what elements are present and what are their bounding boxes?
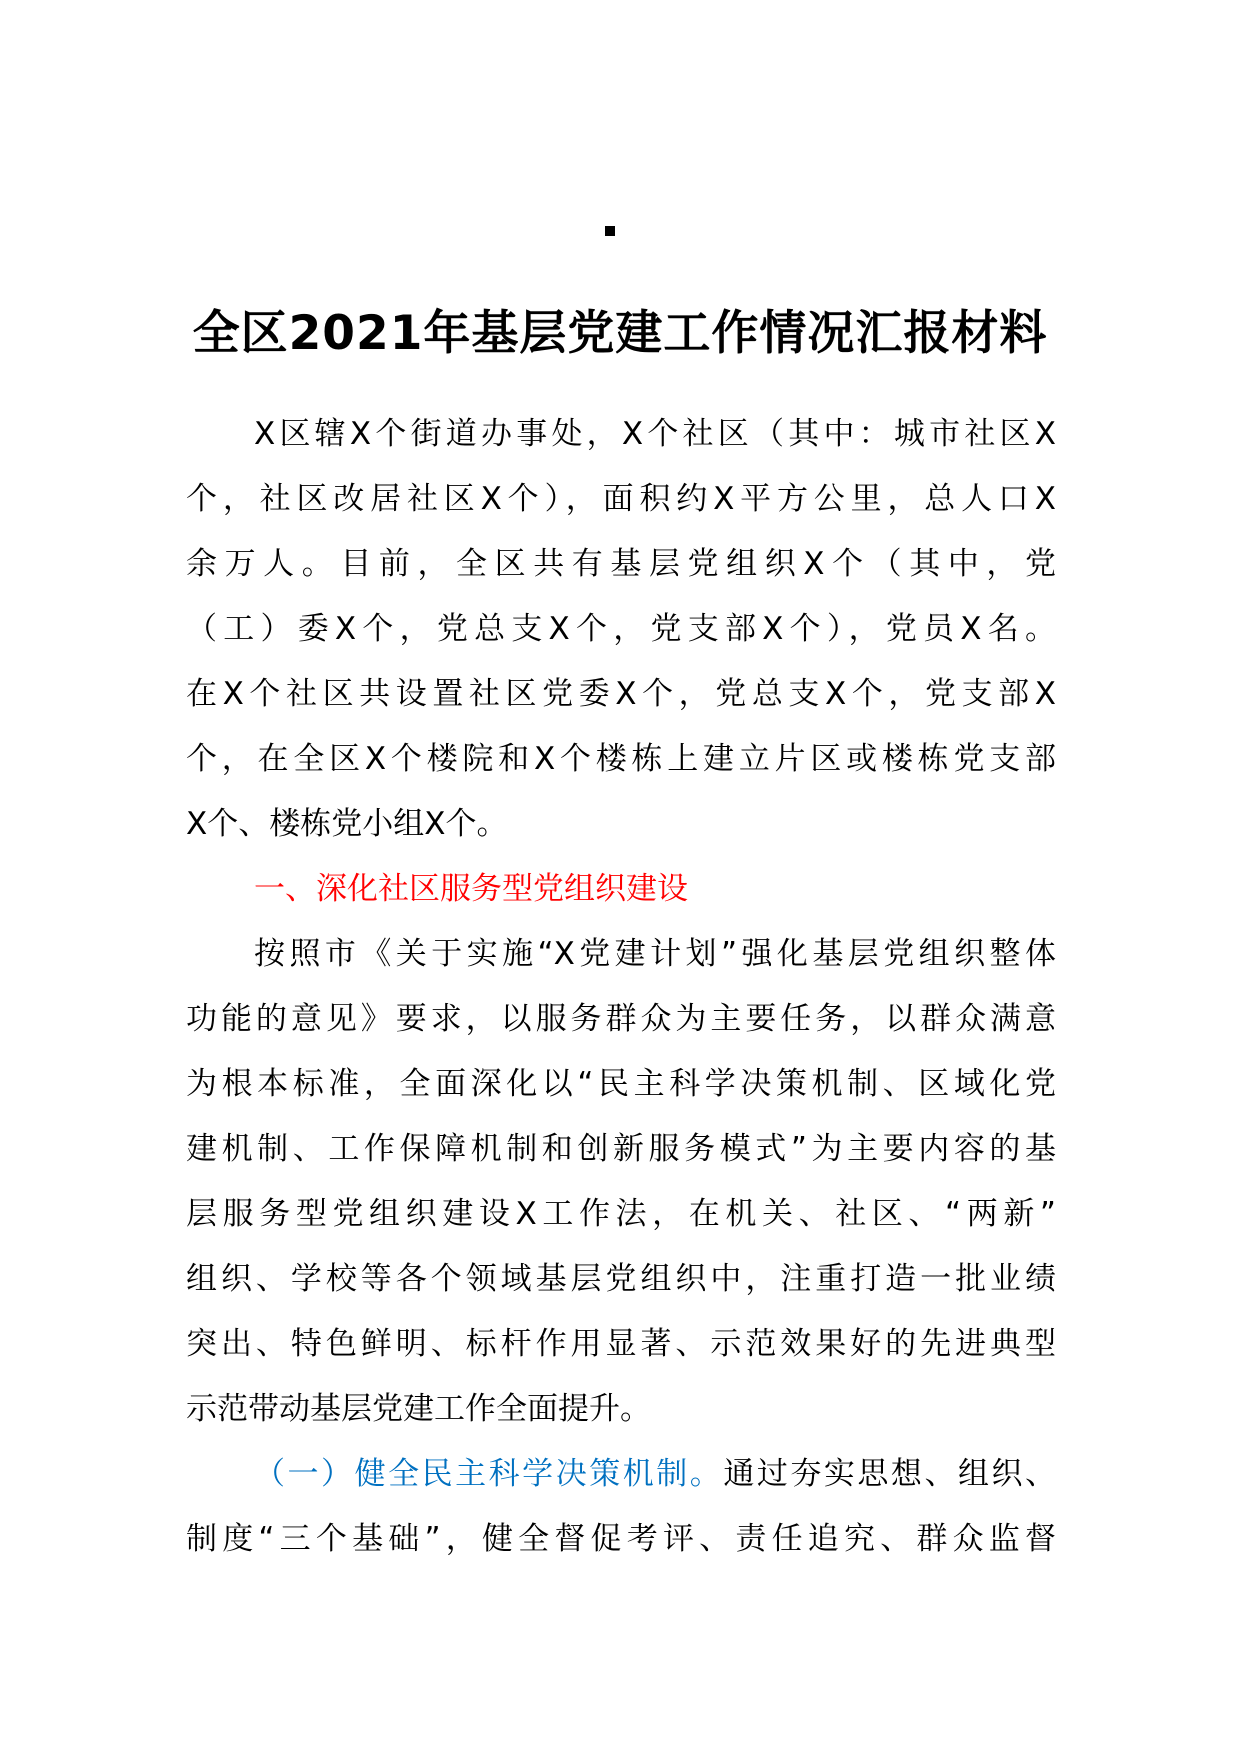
paragraph-line: 层服务型党组织建设X工作法，在机关、社区、“两新” [186,1196,1056,1232]
paragraph-line: 建机制、工作保障机制和创新服务模式”为主要内容的基 [186,1131,1056,1167]
paragraph-line: 为根本标准，全面深化以“民主科学决策机制、区域化党 [186,1066,1056,1102]
paragraph-line: 在X个社区共设置社区党委X个，党总支X个，党支部X [186,676,1056,712]
subsection-line [186,1442,1056,1507]
document-title: 全区2021年基层党建工作情况汇报材料 [192,306,1048,361]
document-body [186,402,1056,1572]
paragraph-line: 个，社区改居社区X个），面积约X平方公里，总人口X [186,481,1056,517]
paragraph-line: （工）委X个，党总支X个，党支部X个），党员X名。 [186,611,1056,647]
paragraph-line: 组织、学校等各个领域基层党组织中，注重打造一批业绩 [186,1261,1056,1297]
paragraph-line: 突出、特色鲜明、标杆作用显著、示范效果好的先进典型 [186,1326,1056,1362]
top-dot-mark [605,226,615,236]
section-heading: 一、深化社区服务型党组织建设 [254,871,688,907]
subsection-text: 通过夯实思想、组织、 [723,1456,1057,1492]
paragraph-line: X个、楼栋党小组X个。 [186,806,508,842]
paragraph-line: 按照市《关于实施“X党建计划”强化基层党组织整体 [254,936,1056,972]
paragraph-line: 余万人。目前，全区共有基层党组织X个（其中，党 [186,546,1056,582]
paragraph-line: 示范带动基层党建工作全面提升。 [186,1391,651,1427]
paragraph-line: 功能的意见》要求，以服务群众为主要任务，以群众满意 [186,1001,1056,1037]
paragraph-line: 制度“三个基础”，健全督促考评、责任追究、群众监督 [186,1521,1056,1557]
paragraph-line: X区辖X个街道办事处，X个社区（其中：城市社区X [254,416,1056,452]
paragraph-line: 个，在全区X个楼院和X个楼栋上建立片区或楼栋党支部 [186,741,1056,777]
subsection-heading: （一）健全民主科学决策机制。 [254,1456,724,1492]
